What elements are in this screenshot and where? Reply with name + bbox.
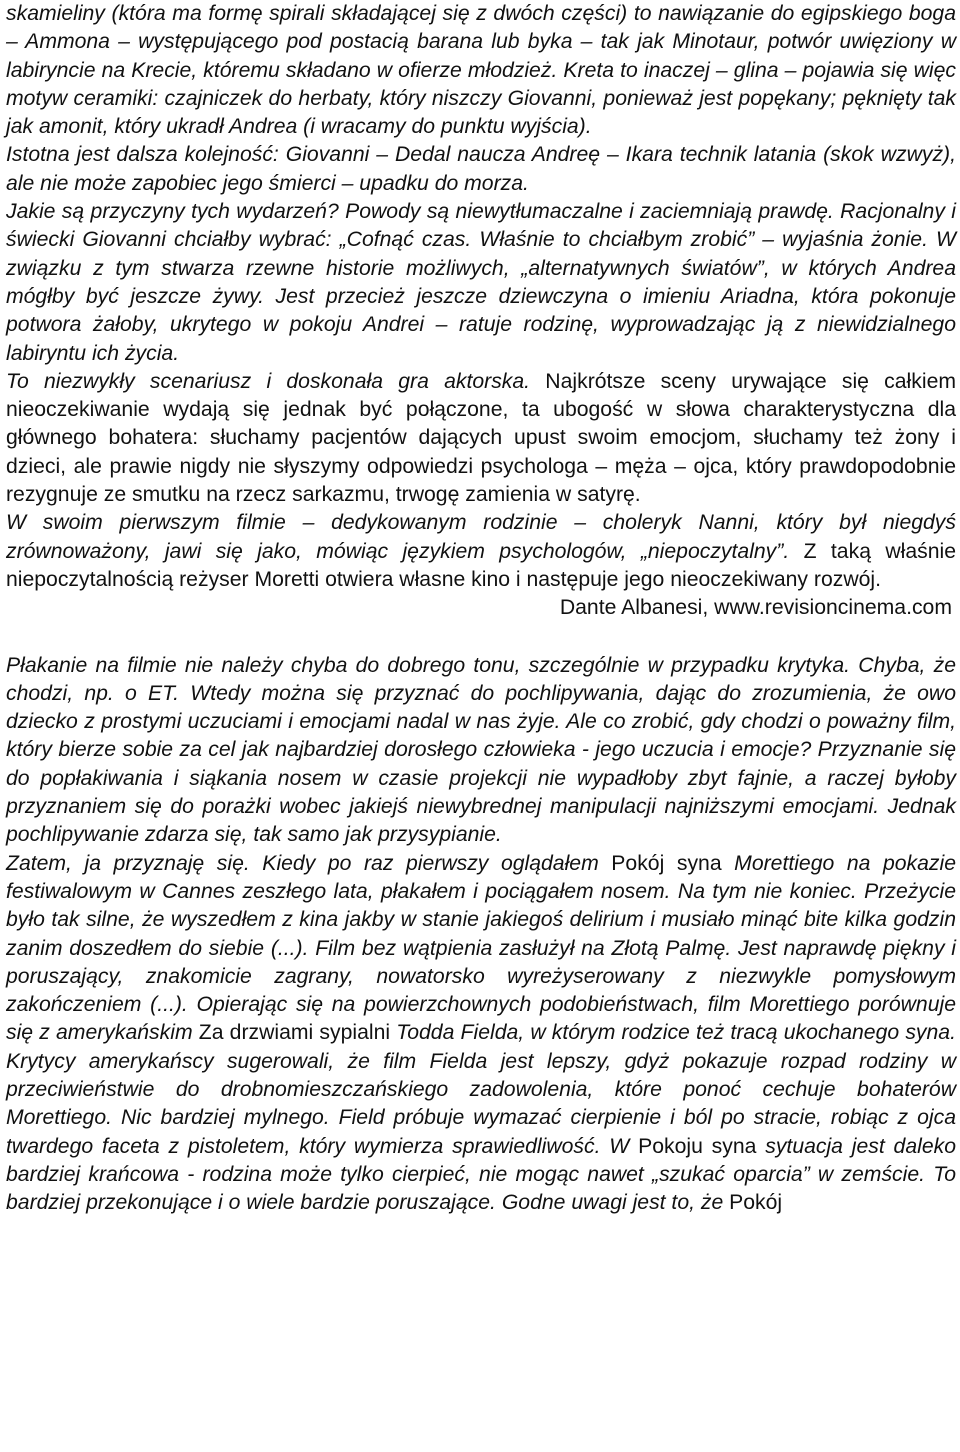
review1-paragraph-5-body: Z taką właśnie niepoczytalnością reżyser Moretti otwiera własne kino i następuje jego nieoczekiwany rozwój.	[6, 539, 957, 591]
review1-paragraph-5	[6, 509, 956, 594]
review1-paragraph-4-body: Najkrótsze sceny urywające się całkiem nieoczekiwanie wydają się jednak być połączone, ta ubogość w słowa charakterystyczna dla głównego bohatera: słuchamy pacjentów dających upust swoim emocjom, słuchamy też żony i dzieci, ale prawie nigdy nie słyszymy odpowiedzi psychologa – męża – ojca, który prawdopodobnie rezygnuje ze smutku na rzecz sarkazmu, trwogę zamienia w satyrę.	[6, 369, 956, 507]
review2-paragraph-2-part-g: sytuacja jest daleko bardziej krańcowa - rodzina może tylko cierpieć, nie mogąc nawet „szukać oparcia” w zemście. To bardziej przekonujące i o wiele bardzie poruszające. Godne uwagi jest to, że	[6, 1134, 956, 1215]
review2-paragraph-2-part-c: Morettiego na pokazie festiwalowym w Cannes zeszłego lata, płakałem i pociągałem nosem. Na tym nie koniec. Przeżycie było tak silne, że wyszedłem z kina jakby w stanie jakiegoś delirium i musiało minąć bite kilka godzin zanim doszedłem do siebie (...). Film bez wątpienia zasłużył na Złotą Palmę. Jest naprawdę piękny i poruszający, znakomicie zagrany, nowatorsko wyreżyserowany z niezwykle pomysłowym zakończeniem (...). Opierając się na powierzchownych podobieństwach, film Morettiego porównuje się z amerykańskim	[6, 851, 957, 1045]
review1-paragraph-5-lead: W swoim pierwszym filmie – dedykowanym rodzinie – choleryk Nanni, który był niegdyś zrównoważony, jawi się jako, mówiąc językiem psychologów, „niepoczytalny”.	[6, 511, 956, 563]
section-gap	[6, 623, 956, 652]
film-title-za-drzwiami-sypialni: Za drzwiami sypialni	[198, 1021, 391, 1045]
film-title-pokoju-syna: Pokoju syna	[638, 1134, 757, 1158]
review1-paragraph-2: Istotna jest dalsza kolejność: Giovanni – Dedal naucza Andreę – Ikara technik latania (skok wzwyż), ale nie może zapobiec jego śmierci – upadku do morza.	[6, 143, 956, 195]
review1-paragraph-1: skamieliny (która ma formę spirali składającej się z dwóch części) to nawiązanie do egipskiego boga – Ammona – występującego pod postacią barana lub byka – tak jak Minotaur, potwór uwięziony w labiryncie na Krecie, któremu składano w ofierze młodzież. Kreta to inaczej – glina – pojawia się więc motyw ceramiki: czajniczek do herbaty, który niszczy Giovanni, ponieważ jest popękany; pęknięty tak jak amonit, który ukradł Andrea (i wracamy do punktu wyjścia).	[6, 2, 956, 139]
review2-paragraph-2-part-a: Zatem, ja przyznaję się. Kiedy po raz pierwszy oglądałem	[6, 851, 612, 875]
review2-paragraph-2-part-e: Todda Fielda, w którym rodzice też tracą ukochanego syna. Krytycy amerykańscy sugerowali, że film Fielda jest lepszy, gdyż pokazuje rozpad rodziny w przeciwieństwie do drobnomieszczańskiego zadowolenia, które ponoć cechuje bohaterów Morettiego. Nic bardziej mylnego. Field próbuje wymazać cierpienie i ból po stracie, robiąc z ojca twardego faceta z pistoletem, który wymierza sprawiedliwość. W	[6, 1021, 956, 1158]
review1-paragraph-4-lead: To niezwykły scenariusz i doskonała gra aktorska.	[6, 369, 531, 393]
film-title-pokoj-syna: Pokój syna	[611, 851, 722, 875]
document-page	[6, 0, 956, 1217]
review2-paragraph-1: Płakanie na filmie nie należy chyba do dobrego tonu, szczególnie w przypadku krytyka. Chyba, że chodzi, np. o ET. Wtedy można się przyznać do pochlipywania, dając do zrozumienia, że owo dziecko z prostymi uczuciami i emocjami nadal w nas żyje. Ale co zrobić, gdy chodzi o poważny film, który bierze sobie za cel jak najbardziej dorosłego człowieka - jego uczucia i emocje? Przyznanie się do popłakiwania i siąkania nosem w czasie projekcji nie wypadłoby zbyt fajnie, a raczej byłoby przyznaniem się do porażki wobec jakiejś niewybrednej manipulacji najniższymi emocjami. Jednak pochlipywanie zdarza się, tak samo jak przysypianie.	[6, 653, 956, 847]
film-title-pokoj: Pokój	[729, 1191, 783, 1215]
review1-paragraph-4	[6, 368, 956, 509]
review1-paragraph-3: Jakie są przyczyny tych wydarzeń? Powody są niewytłumaczalne i zaciemniają prawdę. Racjonalny i świecki Giovanni chciałby wybrać: „Cofnąć czas. Właśnie to chciałbym zrobić” – wyjaśnia żonie. W związku z tym stwarza rzewne historie możliwych, „alternatywnych światów”, w których Andrea mógłby być jeszcze żywy. Jest przecież jeszcze dziewczyna o imieniu Ariadna, która pokonuje potwora żałoby, ukrytego w pokoju Andrei – ratuje rodzinę, wyprowadzając ją z niewidzialnego labiryntu ich życia.	[6, 200, 956, 365]
review1-signature: Dante Albanesi, www.revisioncinema.com	[559, 596, 952, 620]
review2-paragraph-2	[6, 850, 956, 1218]
